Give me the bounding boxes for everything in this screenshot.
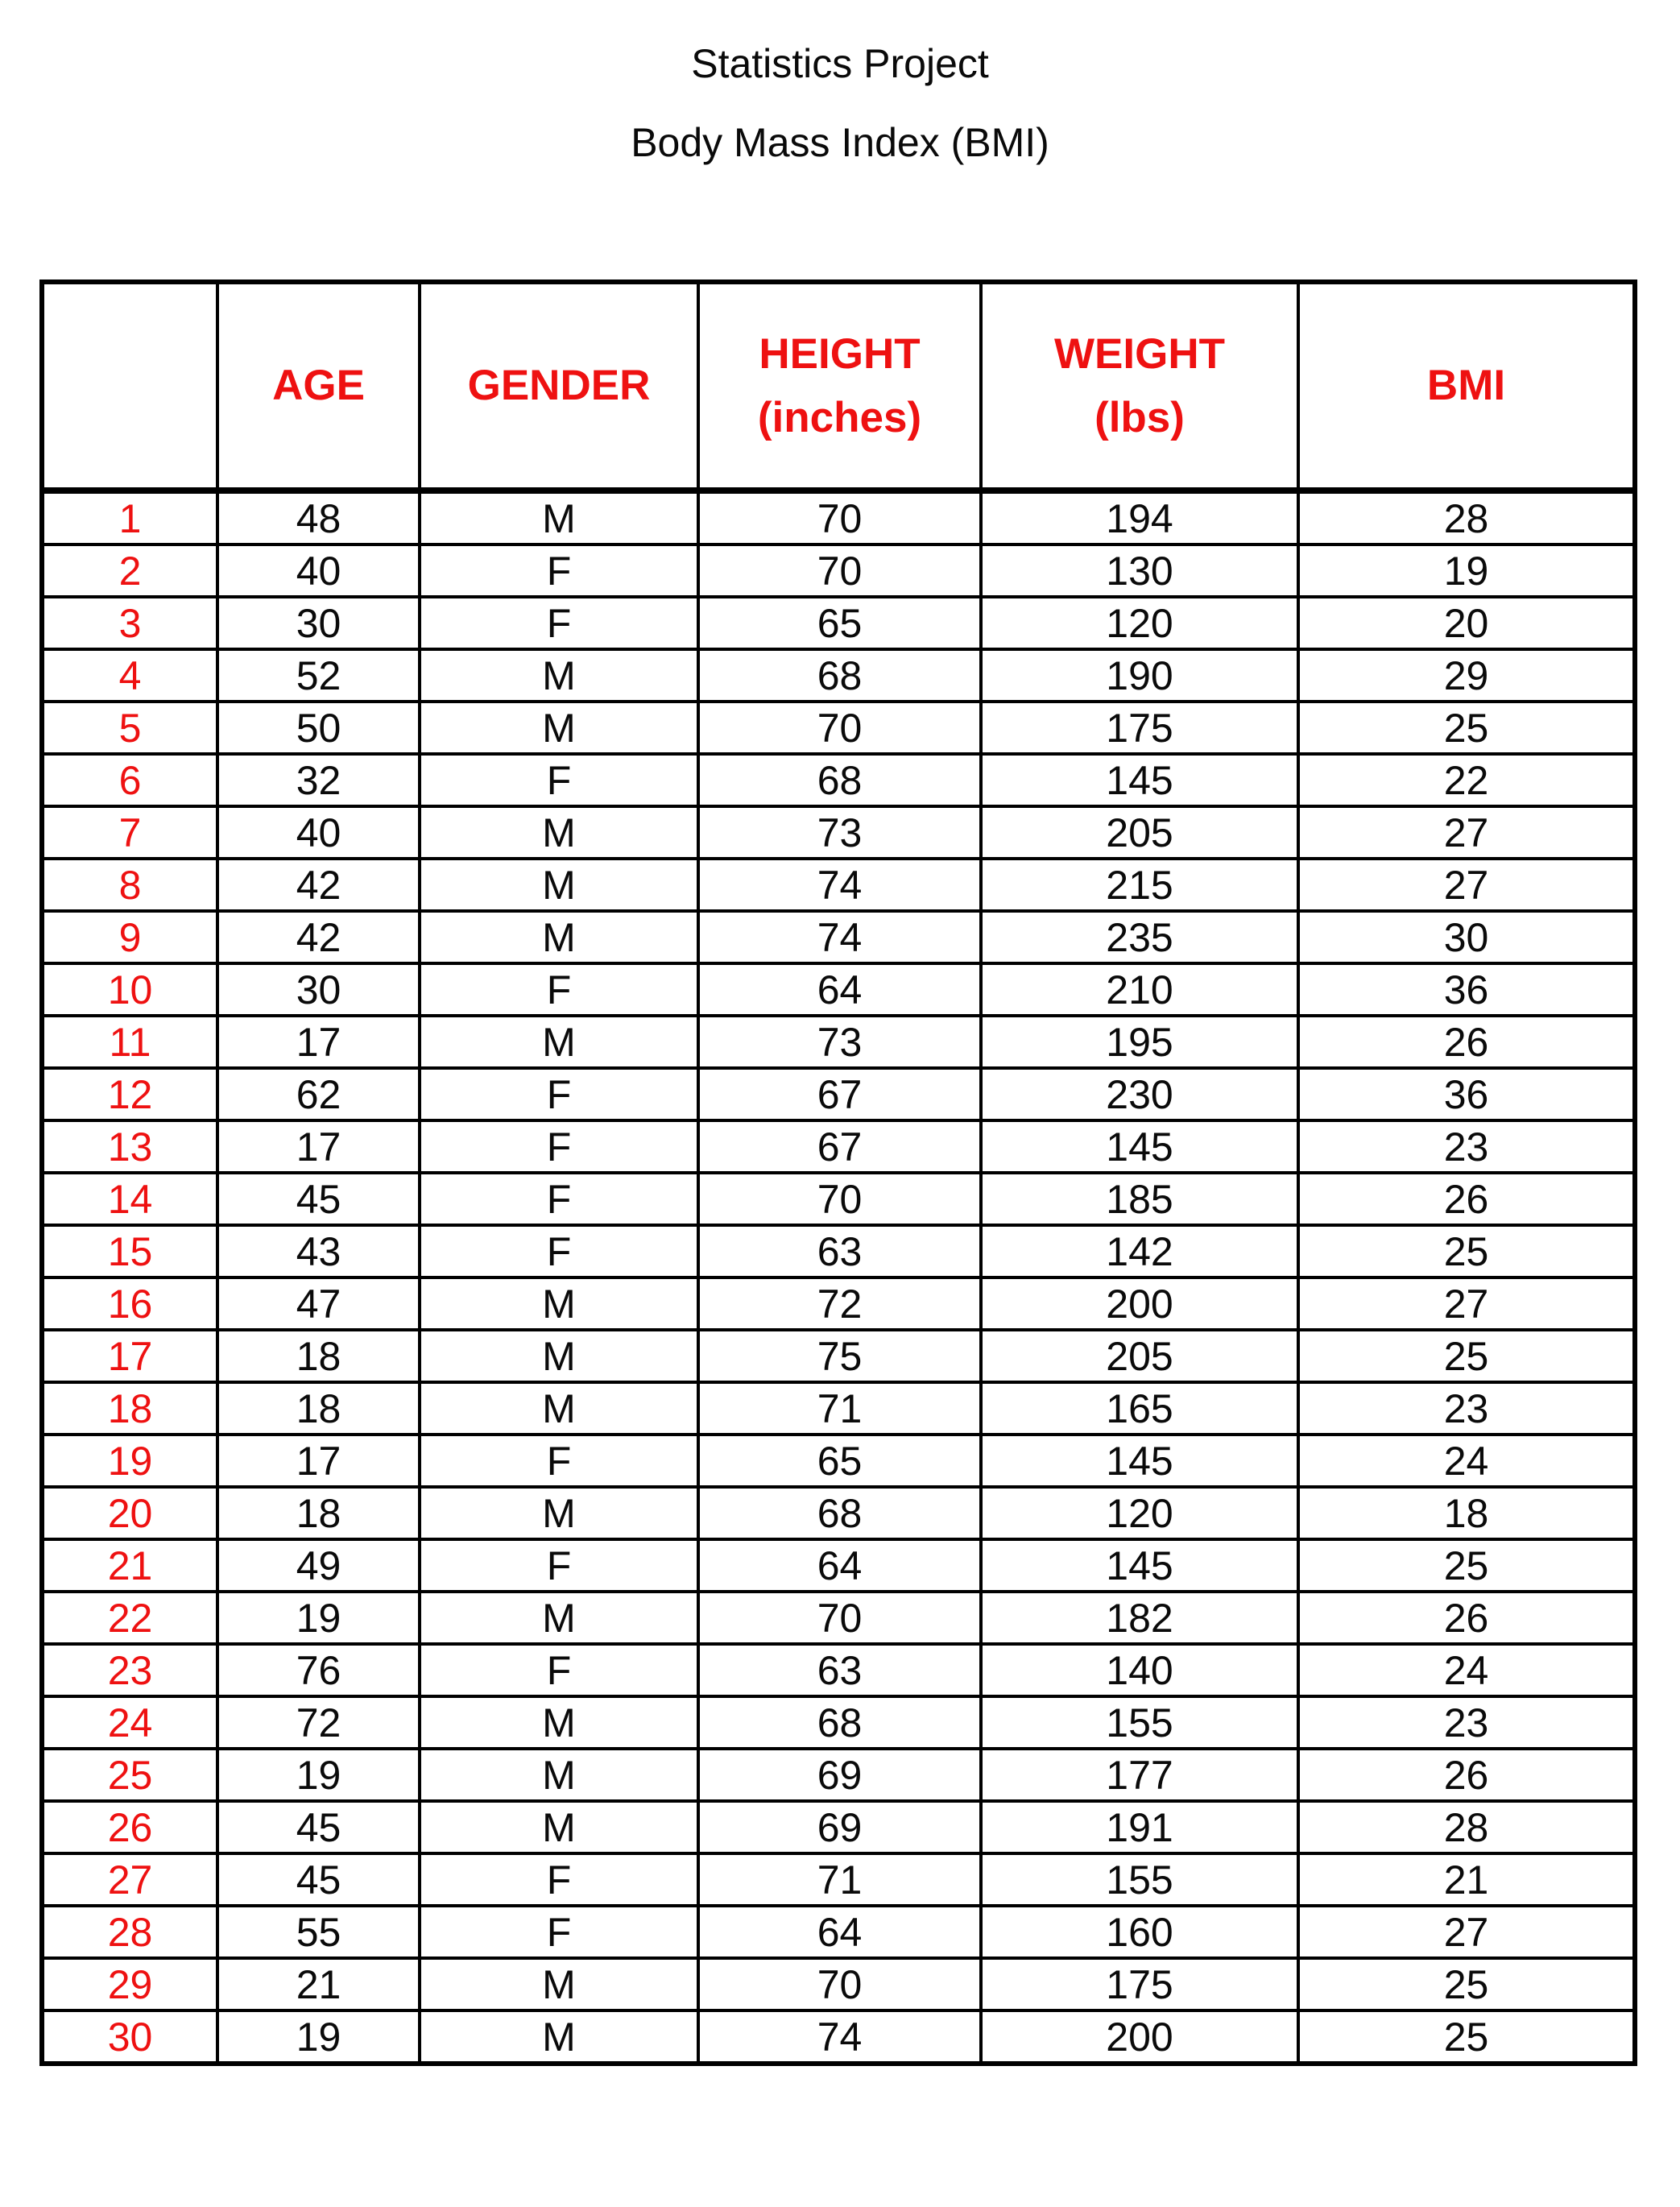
age-cell: 19 — [217, 1749, 420, 1801]
row-number-cell: 15 — [42, 1225, 217, 1277]
row-number-cell: 17 — [42, 1330, 217, 1382]
age-cell: 50 — [217, 702, 420, 754]
table-row — [42, 1958, 1635, 2010]
gender-cell: F — [420, 1225, 698, 1277]
row-number-cell: 24 — [42, 1696, 217, 1749]
weight-cell: 205 — [981, 1330, 1298, 1382]
weight-cell: 205 — [981, 806, 1298, 859]
table-row — [42, 545, 1635, 597]
table-row — [42, 754, 1635, 806]
row-number-cell: 10 — [42, 963, 217, 1016]
weight-cell: 120 — [981, 597, 1298, 649]
row-number-cell: 19 — [42, 1435, 217, 1487]
row-number-cell: 5 — [42, 702, 217, 754]
page-subtitle: Body Mass Index (BMI) — [631, 120, 1049, 165]
row-number-cell: 25 — [42, 1749, 217, 1801]
bmi-cell: 36 — [1298, 1068, 1635, 1120]
bmi-cell: 27 — [1298, 1277, 1635, 1330]
weight-cell: 140 — [981, 1644, 1298, 1696]
weight-cell: 165 — [981, 1382, 1298, 1435]
weight-cell: 194 — [981, 491, 1298, 545]
weight-cell: 182 — [981, 1592, 1298, 1644]
table-row — [42, 1016, 1635, 1068]
col-header-age: AGE — [217, 282, 420, 491]
height-cell: 70 — [698, 1592, 981, 1644]
bmi-cell: 25 — [1298, 1958, 1635, 2010]
gender-cell: M — [420, 1749, 698, 1801]
row-number-cell: 14 — [42, 1173, 217, 1225]
row-number-cell: 3 — [42, 597, 217, 649]
bmi-cell: 36 — [1298, 963, 1635, 1016]
bmi-cell: 30 — [1298, 911, 1635, 963]
row-number-cell: 13 — [42, 1120, 217, 1173]
height-cell: 73 — [698, 806, 981, 859]
weight-cell: 200 — [981, 2010, 1298, 2064]
gender-cell: F — [420, 1644, 698, 1696]
col-header-weight — [981, 282, 1298, 491]
height-cell: 68 — [698, 649, 981, 702]
col-header-weight-label: WEIGHT — [1054, 329, 1225, 378]
weight-cell: 185 — [981, 1173, 1298, 1225]
table-body — [42, 491, 1635, 2064]
gender-cell: M — [420, 2010, 698, 2064]
weight-cell: 175 — [981, 1958, 1298, 2010]
gender-cell: M — [420, 806, 698, 859]
gender-cell: F — [420, 1068, 698, 1120]
table-header — [42, 282, 1635, 491]
row-number-cell: 9 — [42, 911, 217, 963]
gender-cell: F — [420, 1539, 698, 1592]
col-header-height — [698, 282, 981, 491]
age-cell: 47 — [217, 1277, 420, 1330]
row-number-cell: 20 — [42, 1487, 217, 1539]
gender-cell: M — [420, 1330, 698, 1382]
gender-cell: M — [420, 1801, 698, 1853]
bmi-cell: 24 — [1298, 1435, 1635, 1487]
height-cell: 68 — [698, 1487, 981, 1539]
row-number-cell: 23 — [42, 1644, 217, 1696]
bmi-cell: 26 — [1298, 1592, 1635, 1644]
gender-cell: M — [420, 1016, 698, 1068]
age-cell: 45 — [217, 1853, 420, 1906]
row-number-cell: 18 — [42, 1382, 217, 1435]
table-row — [42, 1539, 1635, 1592]
weight-cell: 215 — [981, 859, 1298, 911]
gender-cell: M — [420, 702, 698, 754]
row-number-cell: 28 — [42, 1906, 217, 1958]
age-cell: 40 — [217, 545, 420, 597]
table-row — [42, 597, 1635, 649]
table-row — [42, 1801, 1635, 1853]
row-number-cell: 8 — [42, 859, 217, 911]
bmi-cell: 24 — [1298, 1644, 1635, 1696]
height-cell: 70 — [698, 491, 981, 545]
table-row — [42, 1382, 1635, 1435]
height-cell: 67 — [698, 1068, 981, 1120]
row-number-cell: 26 — [42, 1801, 217, 1853]
gender-cell: M — [420, 859, 698, 911]
col-header-height-unit: (inches) — [757, 394, 922, 441]
row-number-cell: 29 — [42, 1958, 217, 2010]
table-row — [42, 1853, 1635, 1906]
weight-cell: 145 — [981, 1539, 1298, 1592]
gender-cell: M — [420, 1382, 698, 1435]
weight-cell: 145 — [981, 1120, 1298, 1173]
gender-cell: M — [420, 649, 698, 702]
age-cell: 32 — [217, 754, 420, 806]
col-header-weight-unit: (lbs) — [1094, 394, 1185, 441]
gender-cell: F — [420, 1853, 698, 1906]
table-row — [42, 1696, 1635, 1749]
age-cell: 17 — [217, 1016, 420, 1068]
weight-cell: 130 — [981, 545, 1298, 597]
weight-cell: 145 — [981, 1435, 1298, 1487]
bmi-cell: 25 — [1298, 2010, 1635, 2064]
table-row — [42, 702, 1635, 754]
height-cell: 65 — [698, 1435, 981, 1487]
age-cell: 42 — [217, 911, 420, 963]
height-cell: 68 — [698, 754, 981, 806]
bmi-cell: 23 — [1298, 1120, 1635, 1173]
age-cell: 49 — [217, 1539, 420, 1592]
table-row — [42, 859, 1635, 911]
bmi-cell: 25 — [1298, 1539, 1635, 1592]
gender-cell: F — [420, 1120, 698, 1173]
gender-cell: F — [420, 963, 698, 1016]
height-cell: 67 — [698, 1120, 981, 1173]
height-cell: 71 — [698, 1853, 981, 1906]
bmi-cell: 23 — [1298, 1382, 1635, 1435]
bmi-table — [39, 279, 1637, 2066]
height-cell: 71 — [698, 1382, 981, 1435]
weight-cell: 175 — [981, 702, 1298, 754]
weight-cell: 195 — [981, 1016, 1298, 1068]
table-row — [42, 1225, 1635, 1277]
weight-cell: 235 — [981, 911, 1298, 963]
bmi-cell: 25 — [1298, 1225, 1635, 1277]
bmi-cell: 18 — [1298, 1487, 1635, 1539]
row-number-cell: 4 — [42, 649, 217, 702]
row-number-cell: 30 — [42, 2010, 217, 2064]
row-number-cell: 11 — [42, 1016, 217, 1068]
age-cell: 40 — [217, 806, 420, 859]
col-header-bmi: BMI — [1298, 282, 1635, 491]
gender-cell: F — [420, 1906, 698, 1958]
row-number-cell: 27 — [42, 1853, 217, 1906]
row-number-cell: 12 — [42, 1068, 217, 1120]
bmi-cell: 21 — [1298, 1853, 1635, 1906]
bmi-cell: 29 — [1298, 649, 1635, 702]
height-cell: 75 — [698, 1330, 981, 1382]
gender-cell: M — [420, 1958, 698, 2010]
row-number-cell: 22 — [42, 1592, 217, 1644]
bmi-cell: 27 — [1298, 806, 1635, 859]
row-number-cell: 7 — [42, 806, 217, 859]
col-header-rownum — [42, 282, 217, 491]
col-header-height-label: HEIGHT — [759, 329, 921, 378]
row-number-cell: 1 — [42, 491, 217, 545]
gender-cell: M — [420, 1487, 698, 1539]
table-row — [42, 491, 1635, 545]
height-cell: 63 — [698, 1644, 981, 1696]
weight-cell: 230 — [981, 1068, 1298, 1120]
bmi-cell: 19 — [1298, 545, 1635, 597]
weight-cell: 191 — [981, 1801, 1298, 1853]
bmi-cell: 26 — [1298, 1749, 1635, 1801]
row-number-cell: 21 — [42, 1539, 217, 1592]
weight-cell: 210 — [981, 963, 1298, 1016]
height-cell: 69 — [698, 1801, 981, 1853]
table-row — [42, 1120, 1635, 1173]
height-cell: 70 — [698, 1173, 981, 1225]
bmi-cell: 27 — [1298, 859, 1635, 911]
weight-cell: 155 — [981, 1696, 1298, 1749]
age-cell: 42 — [217, 859, 420, 911]
height-cell: 72 — [698, 1277, 981, 1330]
age-cell: 43 — [217, 1225, 420, 1277]
gender-cell: M — [420, 1277, 698, 1330]
table-row — [42, 649, 1635, 702]
weight-cell: 177 — [981, 1749, 1298, 1801]
age-cell: 76 — [217, 1644, 420, 1696]
row-number-cell: 2 — [42, 545, 217, 597]
weight-cell: 142 — [981, 1225, 1298, 1277]
height-cell: 64 — [698, 963, 981, 1016]
age-cell: 30 — [217, 963, 420, 1016]
age-cell: 30 — [217, 597, 420, 649]
gender-cell: M — [420, 491, 698, 545]
weight-cell: 145 — [981, 754, 1298, 806]
height-cell: 63 — [698, 1225, 981, 1277]
age-cell: 62 — [217, 1068, 420, 1120]
table-row — [42, 1435, 1635, 1487]
height-cell: 70 — [698, 545, 981, 597]
weight-cell: 160 — [981, 1906, 1298, 1958]
table-row — [42, 1644, 1635, 1696]
gender-cell: F — [420, 597, 698, 649]
bmi-cell: 20 — [1298, 597, 1635, 649]
age-cell: 55 — [217, 1906, 420, 1958]
age-cell: 18 — [217, 1382, 420, 1435]
table-row — [42, 1068, 1635, 1120]
height-cell: 69 — [698, 1749, 981, 1801]
gender-cell: F — [420, 1435, 698, 1487]
age-cell: 72 — [217, 1696, 420, 1749]
bmi-cell: 28 — [1298, 491, 1635, 545]
age-cell: 21 — [217, 1958, 420, 2010]
table-row — [42, 911, 1635, 963]
bmi-cell: 23 — [1298, 1696, 1635, 1749]
age-cell: 18 — [217, 1487, 420, 1539]
age-cell: 19 — [217, 1592, 420, 1644]
height-cell: 74 — [698, 2010, 981, 2064]
table-row — [42, 1592, 1635, 1644]
row-number-cell: 16 — [42, 1277, 217, 1330]
gender-cell: F — [420, 754, 698, 806]
height-cell: 70 — [698, 702, 981, 754]
table-row — [42, 1749, 1635, 1801]
age-cell: 52 — [217, 649, 420, 702]
bmi-cell: 25 — [1298, 702, 1635, 754]
gender-cell: F — [420, 1173, 698, 1225]
table-row — [42, 1277, 1635, 1330]
height-cell: 70 — [698, 1958, 981, 2010]
age-cell: 45 — [217, 1173, 420, 1225]
table-row — [42, 1487, 1635, 1539]
table-row — [42, 2010, 1635, 2064]
height-cell: 74 — [698, 859, 981, 911]
age-cell: 48 — [217, 491, 420, 545]
weight-cell: 120 — [981, 1487, 1298, 1539]
gender-cell: M — [420, 911, 698, 963]
bmi-cell: 25 — [1298, 1330, 1635, 1382]
weight-cell: 155 — [981, 1853, 1298, 1906]
table-row — [42, 1906, 1635, 1958]
page-title: Statistics Project — [691, 41, 989, 86]
table-row — [42, 963, 1635, 1016]
bmi-cell: 22 — [1298, 754, 1635, 806]
table-row — [42, 1173, 1635, 1225]
bmi-cell: 26 — [1298, 1173, 1635, 1225]
col-header-gender: GENDER — [420, 282, 698, 491]
row-number-cell: 6 — [42, 754, 217, 806]
weight-cell: 190 — [981, 649, 1298, 702]
height-cell: 74 — [698, 911, 981, 963]
age-cell: 45 — [217, 1801, 420, 1853]
table-row — [42, 806, 1635, 859]
age-cell: 18 — [217, 1330, 420, 1382]
header-row — [42, 282, 1635, 491]
age-cell: 19 — [217, 2010, 420, 2064]
bmi-cell: 26 — [1298, 1016, 1635, 1068]
height-cell: 64 — [698, 1906, 981, 1958]
age-cell: 17 — [217, 1120, 420, 1173]
height-cell: 65 — [698, 597, 981, 649]
gender-cell: M — [420, 1592, 698, 1644]
height-cell: 64 — [698, 1539, 981, 1592]
age-cell: 17 — [217, 1435, 420, 1487]
gender-cell: F — [420, 545, 698, 597]
height-cell: 68 — [698, 1696, 981, 1749]
weight-cell: 200 — [981, 1277, 1298, 1330]
height-cell: 73 — [698, 1016, 981, 1068]
gender-cell: M — [420, 1696, 698, 1749]
table-row — [42, 1330, 1635, 1382]
bmi-cell: 28 — [1298, 1801, 1635, 1853]
bmi-cell: 27 — [1298, 1906, 1635, 1958]
